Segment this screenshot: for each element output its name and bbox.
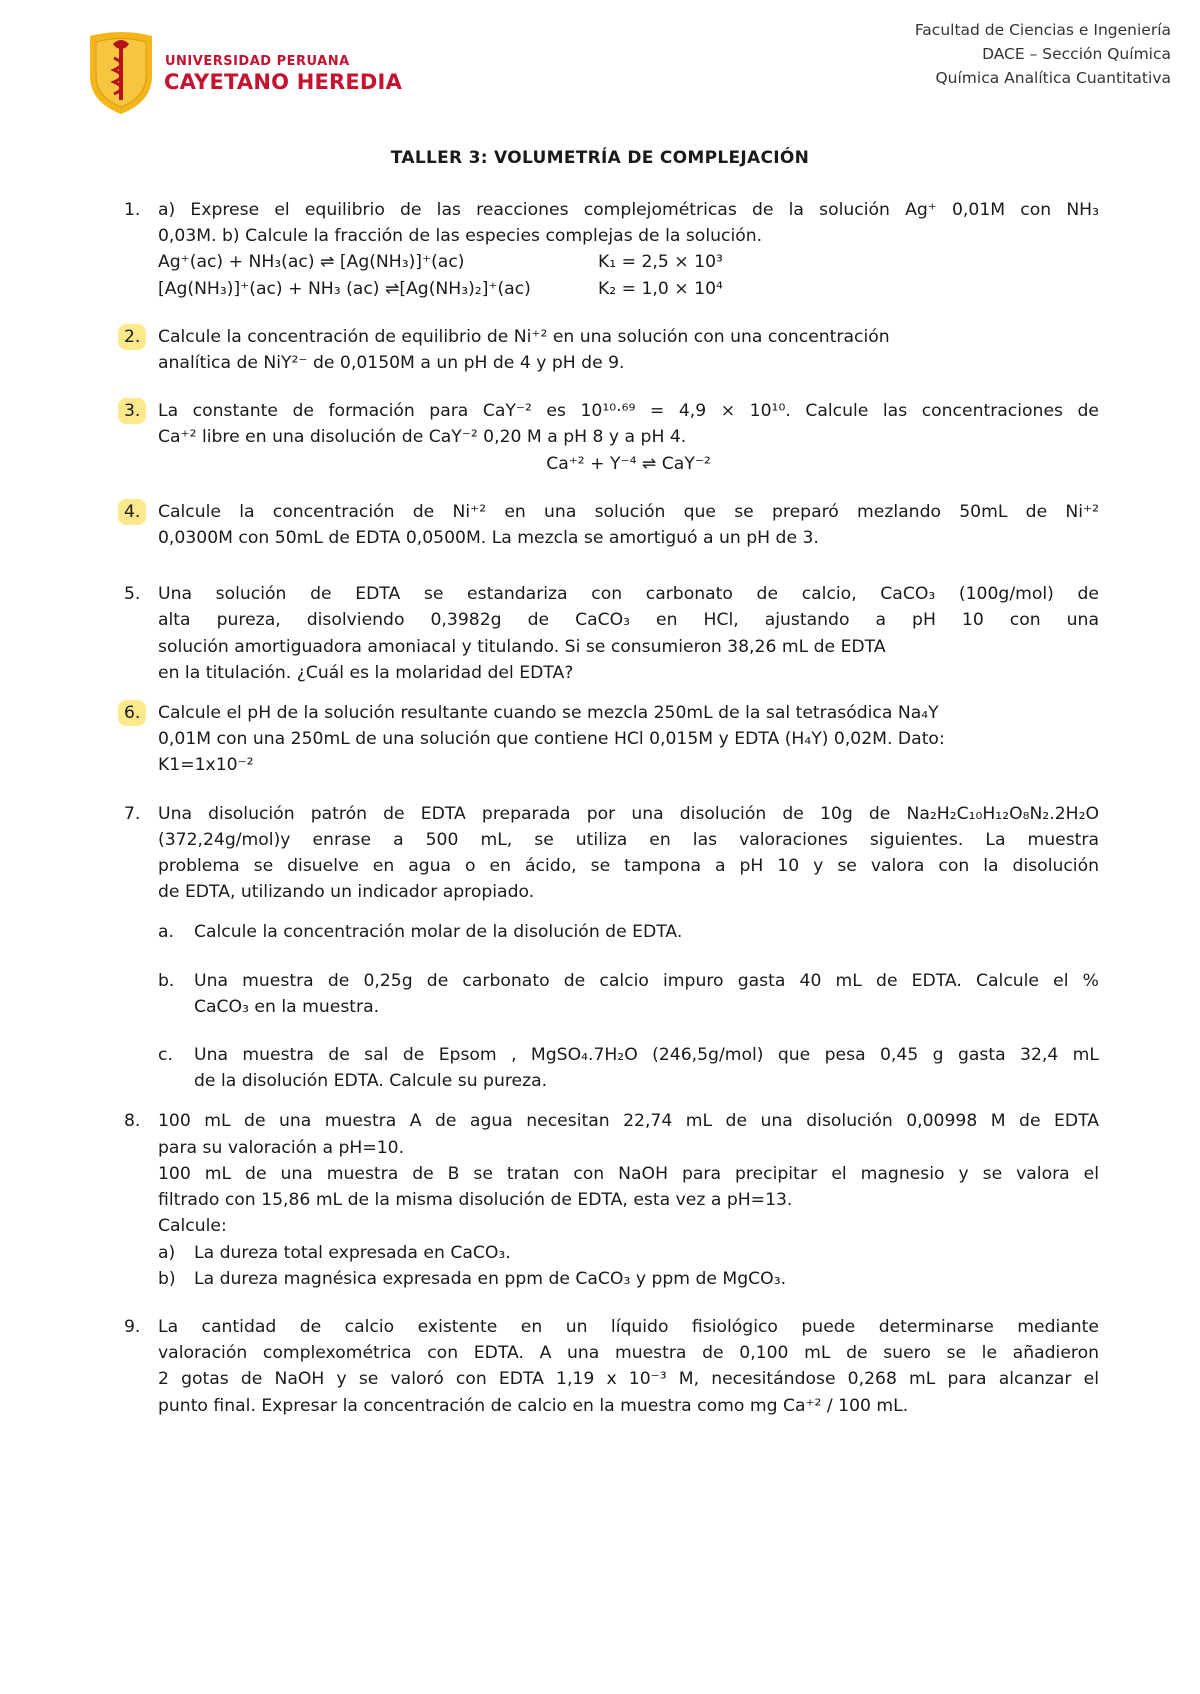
question-text: solución amortiguadora amoniacal y titulando. Si se consumieron 38,26 mL de EDTA bbox=[158, 636, 886, 657]
question-text: para su valoración a pH=10. bbox=[158, 1137, 405, 1158]
subquestion-text: Una muestra de 0,25g de carbonato de calcio impuro gasta 40 mL de EDTA. Calcule el % bbox=[194, 970, 1099, 991]
question-text: 0,0300M con 50mL de EDTA 0,0500M. La mezcla se amortiguó a un pH de 3. bbox=[158, 528, 819, 549]
question-text: 100 mL de una muestra A de agua necesitan 22,74 mL de una disolución 0,00998 M de EDTA bbox=[158, 1111, 1099, 1132]
equilibrium-constant: K₂ = 1,0 × 10⁴ bbox=[598, 278, 723, 299]
university-shield-logo bbox=[86, 30, 156, 116]
subquestion-label: b) bbox=[158, 1268, 176, 1289]
equation: Ca⁺² + Y⁻⁴ ⇌ CaY⁻² bbox=[546, 453, 711, 474]
question-text: 2 gotas de NaOH y se valoró con EDTA 1,19 x 10⁻³ M, necesitándose 0,268 mL para alcanzar el bbox=[158, 1369, 1099, 1390]
faculty-info bbox=[915, 18, 1171, 90]
faculty-line: Facultad de Ciencias e Ingeniería bbox=[914, 21, 1171, 39]
equilibrium-constant: K₁ = 2,5 × 10³ bbox=[598, 252, 723, 273]
question-text: de EDTA, utilizando un indicador apropiado. bbox=[158, 882, 535, 903]
question-1 bbox=[124, 197, 1099, 302]
question-number: 4. bbox=[118, 499, 146, 525]
page-header bbox=[0, 0, 1200, 140]
subquestion-text: La dureza total expresada en CaCO₃. bbox=[194, 1242, 511, 1263]
subquestion-label: b. bbox=[158, 970, 175, 991]
question-text: alta pureza, disolviendo 0,3982g de CaCO₃ en HCl, ajustando a pH 10 con una bbox=[158, 610, 1099, 631]
subquestion-text: CaCO₃ en la muestra. bbox=[194, 996, 380, 1017]
question-text: problema se disuelve en agua o en ácido, se tampona a pH 10 y se valora con la disolución bbox=[158, 856, 1099, 877]
question-6 bbox=[124, 700, 1099, 779]
subquestion-text: Calcule la concentración molar de la disolución de EDTA. bbox=[194, 922, 683, 943]
question-text: La cantidad de calcio existente en un líquido fisiológico puede determinarse mediante bbox=[158, 1316, 1099, 1337]
question-text: valoración complexométrica con EDTA. A una muestra de 0,100 mL de suero se le añadieron bbox=[158, 1343, 1099, 1364]
question-5 bbox=[124, 581, 1099, 686]
question-text: Calcule: bbox=[158, 1216, 227, 1237]
question-text: a) Exprese el equilibrio de las reacciones complejométricas de la solución Ag⁺ 0,01M con NH₃ bbox=[158, 200, 1099, 220]
question-text: Una disolución patrón de EDTA preparada por una disolución de 10g de Na₂H₂C₁₀H₁₂O₈N₂.2H₂O bbox=[158, 803, 1099, 824]
question-2 bbox=[124, 324, 1099, 376]
question-8 bbox=[124, 1108, 1099, 1291]
subquestion-b bbox=[158, 1266, 1099, 1292]
question-number: 9. bbox=[124, 1316, 141, 1337]
question-text: filtrado con 15,86 mL de la misma disolución de EDTA, esta vez a pH=13. bbox=[158, 1190, 793, 1211]
question-4 bbox=[124, 499, 1099, 551]
question-9 bbox=[124, 1314, 1099, 1419]
equation: [Ag(NH₃)]⁺(ac) + NH₃ (ac) ⇌[Ag(NH₃)₂]⁺(ac) bbox=[158, 278, 531, 299]
equation-row bbox=[158, 249, 1099, 275]
question-text: Ca⁺² libre en una disolución de CaY⁻² 0,20 M a pH 8 y a pH 4. bbox=[158, 427, 687, 448]
question-7 bbox=[124, 801, 1099, 1095]
equation-row bbox=[158, 276, 1099, 302]
question-number: 6. bbox=[118, 700, 146, 726]
question-text: Una solución de EDTA se estandariza con carbonato de calcio, CaCO₃ (100g/mol) de bbox=[158, 584, 1099, 605]
subquestion-text: Una muestra de sal de Epsom , MgSO₄.7H₂O (246,5g/mol) que pesa 0,45 g gasta 32,4 mL bbox=[194, 1045, 1099, 1066]
question-text: 0,01M con una 250mL de una solución que contiene HCl 0,015M y EDTA (H₄Y) 0,02M. Dato: bbox=[158, 729, 945, 750]
question-text: punto final. Expresar la concentración de calcio en la muestra como mg Ca⁺² / 100 mL. bbox=[158, 1395, 909, 1416]
subquestion-a bbox=[158, 919, 1099, 945]
document-title: TALLER 3: VOLUMETRÍA DE COMPLEJACIÓN bbox=[390, 148, 810, 168]
question-list bbox=[124, 197, 1099, 1419]
question-text: 100 mL de una muestra de B se tratan con NaOH para precipitar el magnesio y se valora el bbox=[158, 1163, 1099, 1184]
university-name: CAYETANO HEREDIA bbox=[164, 70, 403, 94]
question-number: 1. bbox=[124, 200, 141, 220]
question-text: Calcule el pH de la solución resultante cuando se mezcla 250mL de la sal tetrasódica Na₄Y bbox=[158, 703, 939, 724]
question-text: Calcule la concentración de Ni⁺² en una solución que se preparó mezlando 50mL de Ni⁺² bbox=[158, 501, 1099, 522]
university-name-small: UNIVERSIDAD PERUANA bbox=[165, 54, 350, 69]
question-number: 3. bbox=[118, 398, 146, 424]
question-text: 0,03M. b) Calcule la fracción de las especies complejas de la solución. bbox=[158, 226, 763, 247]
question-3 bbox=[124, 398, 1099, 477]
department-line: DACE – Sección Química bbox=[982, 45, 1171, 63]
question-number: 7. bbox=[124, 803, 141, 824]
question-text: K1=1x10⁻² bbox=[158, 755, 254, 776]
question-number: 2. bbox=[118, 324, 146, 350]
subquestion-label: a. bbox=[158, 922, 174, 943]
subquestion-a bbox=[158, 1240, 1099, 1266]
subquestion-c bbox=[158, 1042, 1099, 1094]
equation: Ag⁺(ac) + NH₃(ac) ⇌ [Ag(NH₃)]⁺(ac) bbox=[158, 252, 465, 273]
question-text: en la titulación. ¿Cuál es la molaridad del EDTA? bbox=[158, 662, 574, 683]
subquestion-text: La dureza magnésica expresada en ppm de CaCO₃ y ppm de MgCO₃. bbox=[194, 1268, 787, 1289]
question-text: analítica de NiY²⁻ de 0,0150M a un pH de 4 y pH de 9. bbox=[158, 353, 625, 374]
question-text: (372,24g/mol)y enrase a 500 mL, se utiliza en las valoraciones siguientes. La muestra bbox=[158, 829, 1099, 850]
subquestion-label: c. bbox=[158, 1045, 173, 1066]
question-number: 8. bbox=[124, 1111, 141, 1132]
subquestion-b bbox=[158, 968, 1099, 1020]
subquestion-text: de la disolución EDTA. Calcule su pureza. bbox=[194, 1071, 548, 1092]
question-number: 5. bbox=[124, 584, 141, 605]
question-text: La constante de formación para CaY⁻² es 10¹⁰·⁶⁹ = 4,9 × 10¹⁰. Calcule las concentraciones de bbox=[158, 401, 1099, 422]
course-line: Química Analítica Cuantitativa bbox=[935, 69, 1171, 87]
subquestion-label: a) bbox=[158, 1242, 176, 1263]
question-text: Calcule la concentración de equilibrio de Ni⁺² en una solución con una concentración bbox=[158, 326, 890, 347]
